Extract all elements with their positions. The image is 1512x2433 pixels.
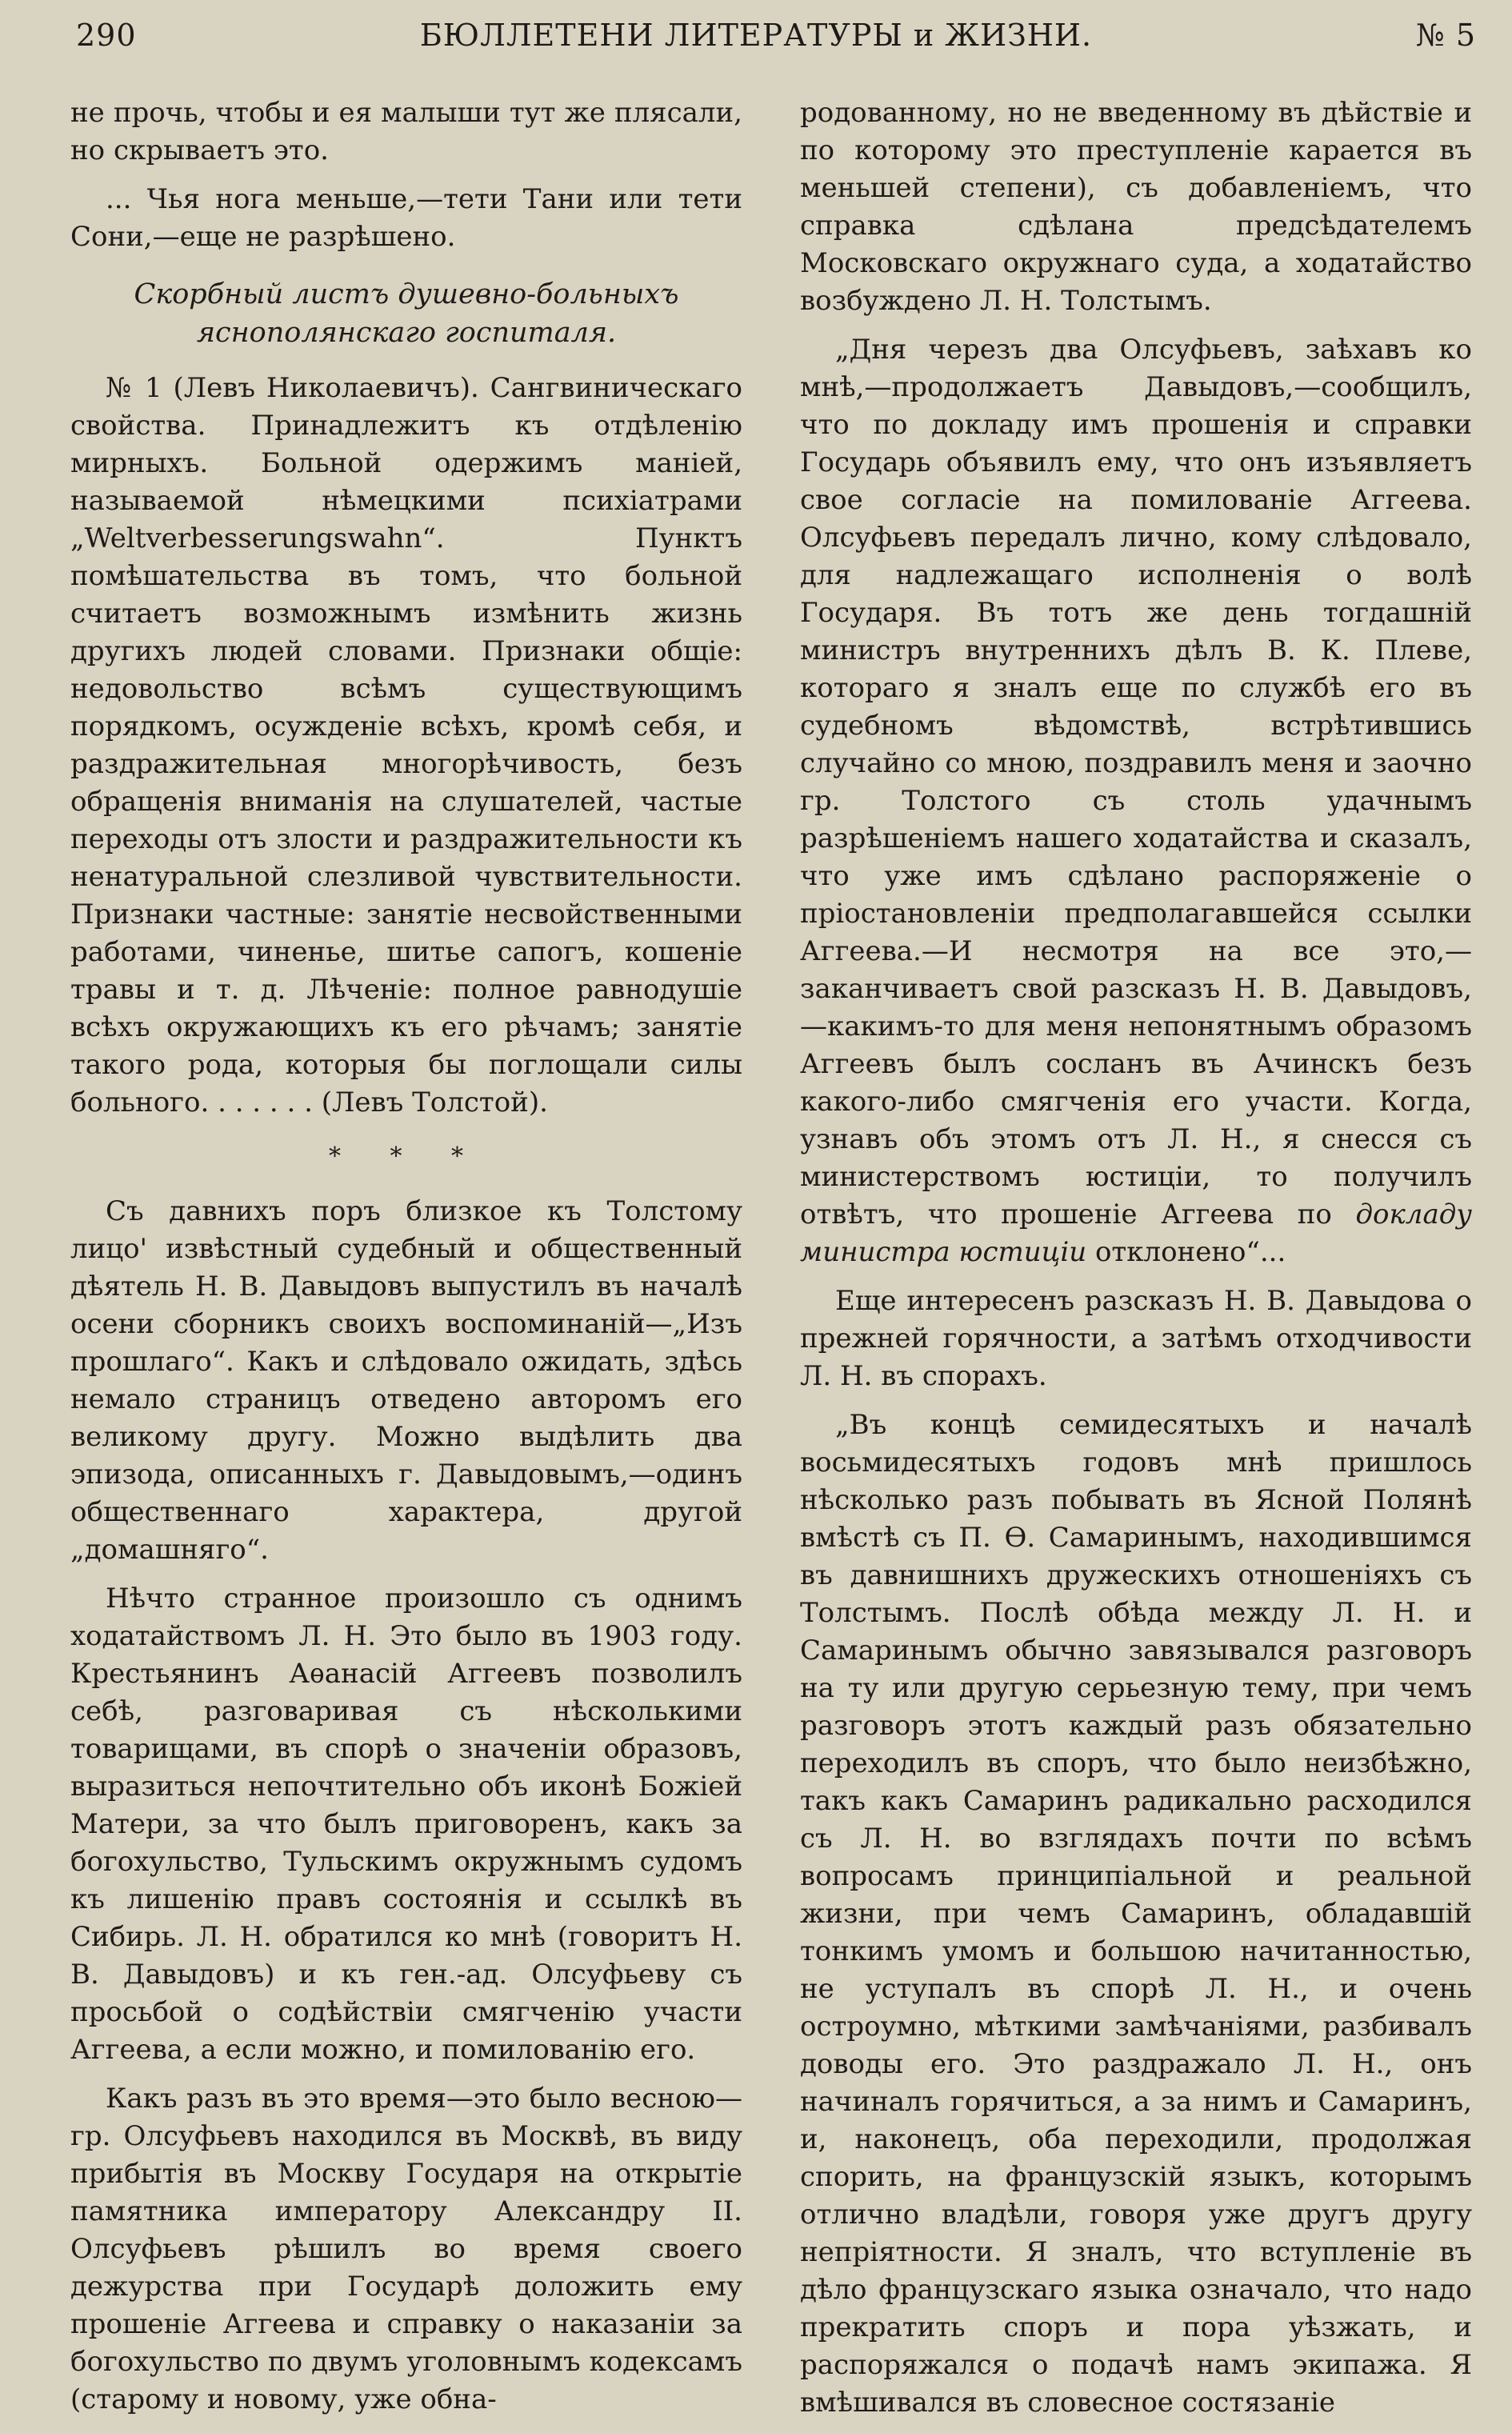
issue-number: № 5 <box>1415 18 1476 53</box>
paragraph-text: „Дня черезъ два Олсуфьевъ, заѣхавъ ко мнѣ,—продолжаетъ Давыдовъ,—сообщилъ, что по докладу имъ прошенія и справки Государь объявилъ ему, что онъ изъявляетъ свое согласіе на помилованіе Аггеева. Олсуфьевъ передалъ лично, кому слѣдовало, для надлежащаго исполненія о волѣ Государя. Въ тотъ же день тогдашній министръ внутреннихъ дѣлъ В. К. Плеве, котораго я зналъ еще по службѣ его въ судебномъ вѣдомствѣ, встрѣтившись случайно со мною, поздравилъ меня и заочно гр. Толстого съ столь удачнымъ разрѣшеніемъ нашего ходатайства и сказалъ, что уже имъ сдѣлано распоряженіе о пріостановленіи предполагавшейся ссылки Аггеева.—И несмотря на все это,—заканчиваетъ свой разсказъ Н. В. Давыдовъ,—какимъ-то для меня непонятнымъ образомъ Аггеевъ былъ сосланъ въ Ачинскъ безъ какого-либо смягченія его участи. Когда, узнавъ объ этомъ отъ Л. Н., я снесся съ министерствомъ юстиціи, то получилъ отвѣтъ, что прошеніе Аггеева по <box>800 334 1472 1231</box>
page-number: 290 <box>76 18 137 53</box>
paragraph: № 1 (Левъ Николаевичъ). Сангвиническаго свойства. Принадлежитъ къ отдѣленію мирныхъ. Больной одержимъ маніей, называемой нѣмецкими психіатрами „Weltverbesserungswahn“. Пунктъ помѣшательства въ томъ, что больной считаетъ возможнымъ измѣнить жизнь другихъ людей словами. Признаки общіе: недовольство всѣмъ существующимъ порядкомъ, осужденіе всѣхъ, кромѣ себя, и раздражительная многорѣчивость, безъ обращенія вниманія на слушателей, частые переходы отъ злости и раздражительности къ ненатуральной слезливой чувствительности. Признаки частные: занятіе несвойственными работами, чиненье, шитье сапогъ, кошеніе травы и т. д. Лѣченіе: полное равнодушіе всѣхъ окружающихъ къ его рѣчамъ; занятіе такого рода, которыя бы поглощали силы больного. . . . . . . (Левъ Толстой). <box>70 372 742 1118</box>
italic-emphasis: докладу министра юстиціи <box>800 1198 1472 1268</box>
paragraph: не прочь, чтобы и ея малыши тут же плясали, но скрываетъ это. <box>70 97 742 166</box>
journal-title: БЮЛЛЕТЕНИ ЛИТЕРАТУРЫ и ЖИЗНИ. <box>419 18 1093 53</box>
paragraph: Какъ разъ въ это время—это было весною—гр. Олсуфьевъ находился въ Москвѣ, въ виду прибытія въ Москву Государя на открытіе памятника императору Александру II. Олсуфьевъ рѣшилъ во время своего дежурства при Государѣ доложить ему прошеніе Аггеева и справку о наказаніи за богохульство по двумъ уголовнымъ кодексамъ (старому и новому, уже обна- <box>70 2083 742 2415</box>
paragraph: Еще интересенъ разсказъ Н. В. Давыдова о прежней горячности, а затѣмъ отходчивости Л. Н. въ спорахъ. <box>800 1285 1472 1392</box>
running-header <box>0 18 1512 66</box>
paragraph: Съ давнихъ поръ близкое къ Толстому лицо' извѣстный судебный и общественный дѣятель Н. В. Давыдовъ выпустилъ въ началѣ осени сборникъ своихъ воспоминаній—„Изъ прошлаго“. Какъ и слѣдовало ожидать, здѣсь немало страницъ отведено авторомъ его великому другу. Можно выдѣлить два эпизода, описанныхъ г. Давыдовымъ,—одинъ общественнаго характера, другой „домашняго“. <box>70 1195 742 1566</box>
right-column <box>800 94 1472 2433</box>
paragraph <box>800 331 1472 1271</box>
paragraph: родованному, но не введенному въ дѣйствіе и по которому это преступленіе карается въ меньшей степени), съ добавленіемъ, что справка сдѣлана предсѣдателемъ Московскаго окружнаго суда, а ходатайство возбуждено Л. Н. Толстымъ. <box>800 97 1472 317</box>
left-column <box>70 94 742 2430</box>
paragraph: Нѣчто странное произошло съ однимъ ходатайствомъ Л. Н. Это было въ 1903 году. Крестьянинъ Аѳанасій Аггеевъ позволилъ себѣ, разговаривая съ нѣсколькими товарищами, въ спорѣ о значеніи образовъ, выразиться непочтительно объ иконѣ Божіей Матери, за что былъ приговоренъ, какъ за богохульство, Тульскимъ окружнымъ судомъ къ лишенію правъ состоянія и ссылкѣ въ Сибирь. Л. Н. обратился ко мнѣ (говоритъ Н. В. Давыдовъ) и къ ген.-ад. Олсуфьеву съ просьбой о содѣйствіи смягченію участи Аггеева, а если можно, и помилованію его. <box>70 1583 742 2066</box>
paragraph-text: отклонено“... <box>1094 1236 1286 1268</box>
paragraph: ... Чья нога меньше,—тети Тани или тети Сони,—еще не разрѣшено. <box>70 183 742 253</box>
section-separator: * * * <box>328 1142 485 1170</box>
paragraph: „Въ концѣ семидесятыхъ и началѣ восьмидесятыхъ годовъ мнѣ пришлось нѣсколько разъ побывать въ Ясной Полянѣ вмѣстѣ съ П. Ѳ. Самаринымъ, находившимся въ давнишнихъ дружескихъ отношеніяхъ съ Толстымъ. Послѣ обѣда между Л. Н. и Самаринымъ обычно завязывался разговоръ на ту или другую серьезную тему, при чемъ разговоръ этотъ каждый разъ обязательно переходилъ въ споръ, что было неизбѣжно, такъ какъ Самаринъ радикально расходился съ Л. Н. во взглядахъ почти по всѣмъ вопросамъ принципіальной и реальной жизни, при чемъ Самаринъ, обладавшій тонкимъ умомъ и большою начитанностью, не уступалъ въ спорѣ Л. Н., и очень остроумно, мѣткими замѣчаніями, разбивалъ доводы его. Это раздражало Л. Н., онъ начиналъ горячиться, а за нимъ и Самаринъ, и, наконецъ, оба переходили, продолжая спорить, на французскій языкъ, которымъ отлично владѣли, говоря уже другъ другу непріятности. Я зналъ, что вступленіе въ дѣло французскаго языка означало, что надо прекратить споръ и пора уѣзжать, и распоряжался о подачѣ намъ экипажа. Я вмѣшивался въ словесное состязаніе <box>800 1409 1472 2419</box>
section-title: Скорбный листъ душевно-больныхъ яснополянскаго госпиталя. <box>134 278 679 349</box>
